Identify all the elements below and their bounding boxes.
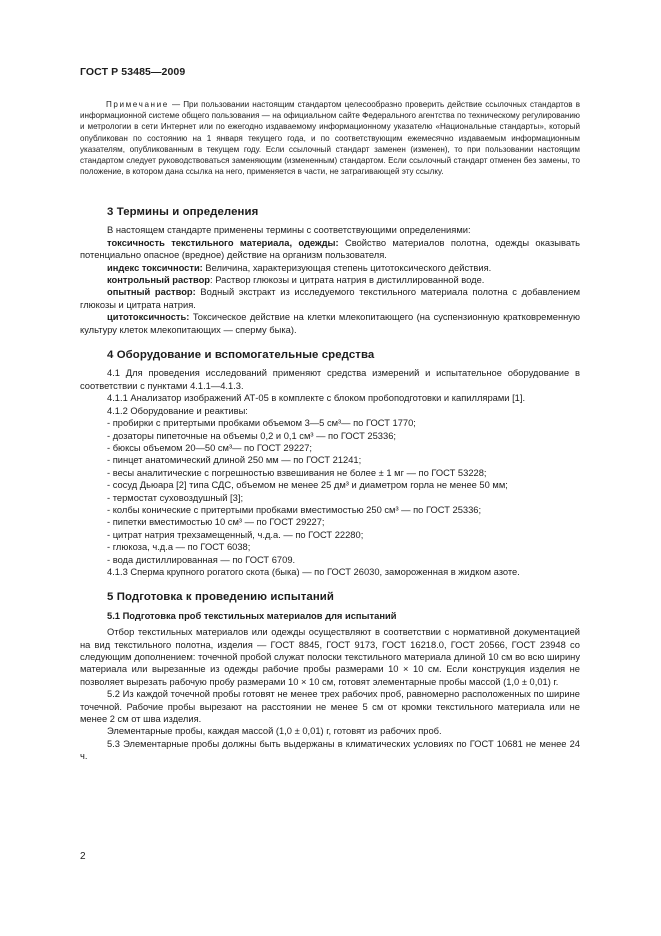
- equipment-item: - пипетки вместимостью 10 см³ — по ГОСТ 29227;: [107, 517, 325, 528]
- definition: Водный экстракт из исследуемого текстильного материала полотна с добавлением глюкозы и цитрата натрия.: [80, 287, 580, 310]
- equipment-item: - вода дистиллированная — по ГОСТ 6709.: [107, 554, 296, 565]
- equipment-item: - колбы конические с притертыми пробками вместимостью 250 см³ — по ГОСТ 25336;: [107, 504, 482, 515]
- section-4-heading: 4 Оборудование и вспомогательные средства: [107, 349, 375, 362]
- note-paragraph: [80, 99, 580, 177]
- term-definition: [80, 286, 580, 311]
- term: контрольный раствор: [107, 275, 211, 286]
- term-definition: [80, 237, 580, 262]
- clause-4-1-2: 4.1.2 Оборудование и реактивы:: [107, 405, 248, 416]
- equipment-item: - пробирки с притертыми пробками объемом 3—5 см³— по ГОСТ 1770;: [107, 418, 416, 429]
- definition: Величина, характеризующая степень цитотоксического действия.: [202, 262, 492, 273]
- equipment-item: - дозаторы пипеточные на объемы 0,2 и 0,1 см³ — по ГОСТ 25336;: [107, 430, 396, 441]
- section-3-intro: В настоящем стандарте применены термины с соответствующими определениями:: [107, 225, 471, 236]
- definition: Токсическое действие на клетки млекопитающего (на суспензионную кратковременную культуру клеток млекопитающих — сперму быка).: [80, 312, 580, 335]
- equipment-item: - бюксы объемом 20—50 см³— по ГОСТ 29227;: [107, 442, 313, 453]
- equipment-item: - весы аналитические с погрешностью взвешивания не более ± 1 мг — по ГОСТ 53228;: [107, 467, 487, 478]
- clause-5-3: 5.3 Элементарные пробы должны быть выдержаны в климатических условиях по ГОСТ 10681 не менее 24 ч.: [80, 738, 580, 762]
- clause-5-2-continued: Элементарные пробы, каждая массой (1,0 ± 0,01) г, готовят из рабочих проб.: [107, 726, 442, 737]
- main-text: [80, 206, 580, 763]
- term: опытный раствор:: [107, 287, 196, 298]
- term: цитотоксичность:: [107, 312, 190, 323]
- subsection-5-1-heading: 5.1 Подготовка проб текстильных материалов для испытаний: [107, 610, 397, 621]
- term: токсичность текстильного материала, одежды:: [107, 237, 339, 248]
- section-3-heading: 3 Термины и определения: [107, 206, 259, 218]
- document-code: ГОСТ Р 53485—2009: [80, 66, 186, 78]
- note-text: — При пользовании настоящим стандартом целесообразно проверить действие ссылочных стандартов в информационной системе общего пользования — на официальном сайте Федерального агентства по техническому регулированию и метрологии в сети Интернет или по ежегодно издаваемому информационному указателю «Национальные стандарты», который опубликован по состоянию на 1 января текущего года, и по соответствующим ежемесячно издаваемым информационным указателям, опубликованным в текущем году. Если ссылочный стандарт заменен (изменен), то при пользовании настоящим стандартом следует руководствоваться заменяющим (измененным) стандартом. Если ссылочный стандарт отменен без замены, то положение, в котором дана ссылка на него, применяется в части, не затрагивающей эту ссылку.: [80, 100, 580, 177]
- section-5-heading: 5 Подготовка к проведению испытаний: [107, 591, 335, 604]
- note-block: [80, 99, 580, 177]
- equipment-item: - термостат суховоздушный [3];: [107, 492, 244, 503]
- equipment-item: - сосуд Дьюара [2] типа СДС, объемом не менее 25 дм³ и диаметром горла не менее 50 мм;: [107, 480, 508, 491]
- clause-4-1: 4.1 Для проведения исследований применяют средства измерений и испытательное оборудование в соответствии с пунктами 4.1.1—4.1.3.: [80, 368, 580, 391]
- equipment-item: - глюкоза, ч.д.а — по ГОСТ 6038;: [107, 542, 251, 553]
- equipment-item: - пинцет анатомический длиной 250 мм — по ГОСТ 21241;: [107, 455, 362, 466]
- term-definition: [80, 311, 580, 336]
- definition: Свойство материалов полотна, одежды оказывать потенциально опасное (вредное) действие на организм пользователя.: [80, 237, 580, 261]
- equipment-item: - цитрат натрия трехзамещенный, ч.д.а. — по ГОСТ 22280;: [107, 529, 364, 540]
- term-definition: [80, 262, 580, 274]
- clause-4-1-3: 4.1.3 Сперма крупного рогатого скота (быка) — по ГОСТ 26030, замороженная в жидком азоте.: [107, 566, 520, 577]
- term-definition: [80, 274, 580, 286]
- clause-5-2: 5.2 Из каждой точечной пробы готовят не менее трех рабочих проб, равномерно расположенных по ширине точечной. Рабочие пробы вырезают на расстоянии не менее 5 см от кромки текстильного материала или не менее 2 см от шва изделия.: [80, 689, 580, 725]
- page-number: 2: [80, 851, 86, 862]
- clause-5-1-text: Отбор текстильных материалов или одежды осуществляют в соответствии с нормативной документацией на вид текстильного полотна, изделия — ГОСТ 8845, ГОСТ 9173, ГОСТ 16218.0, ГОСТ 20566, ГОСТ 23948 со следующим дополнением: точечной пробой служат полоски текстильного материала длиной 10 см во всю ширину материала или вырезанные из одежды рабочие пробы размерами 10 × 10 см. Если конструкция изделия не позволяет вырезать рабочую пробу размерами 10 × 10 см, готовят элементарные пробы массой (1,0 ± 0,01) г.: [80, 627, 580, 687]
- note-label: Примечание: [106, 100, 169, 109]
- term: индекс токсичности:: [107, 262, 203, 273]
- clause-4-1-1: 4.1.1 Анализатор изображений АТ-05 в комплекте с блоком пробоподготовки и капиллярами [1].: [107, 393, 526, 404]
- definition: : Раствор глюкозы и цитрата натрия в дистиллированной воде.: [210, 275, 485, 286]
